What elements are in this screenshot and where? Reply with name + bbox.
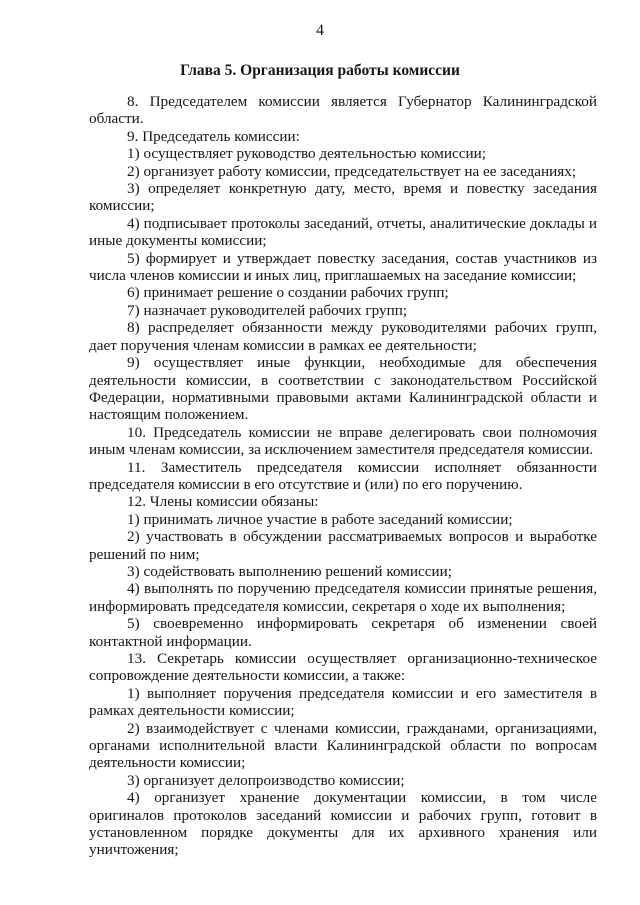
paragraph: 8) распределяет обязанности между руководителями рабочих групп, дает поручения членам комиссии в рамках ее деятельности; [89, 319, 597, 354]
paragraph: 11. Заместитель председателя комиссии исполняет обязанности председателя комиссии в его отсутствие и (или) по его поручению. [89, 458, 597, 493]
document-body [89, 93, 597, 859]
paragraph: 1) осуществляет руководство деятельностью комиссии; [127, 145, 486, 163]
paragraph: 9) осуществляет иные функции, необходимые для обеспечения деятельности комиссии, в соответствии с законодательством Российской Федерации, нормативными правовыми актами Калининградской области и настоящим положением. [89, 354, 597, 424]
paragraph: 8. Председателем комиссии является Губернатор Калининградской области. [89, 93, 597, 128]
paragraph: 12. Члены комиссии обязаны: [127, 493, 319, 511]
paragraph: 6) принимает решение о создании рабочих групп; [127, 284, 449, 302]
paragraph: 5) своевременно информировать секретаря об изменении своей контактной информации. [89, 615, 597, 650]
paragraph: 2) участвовать в обсуждении рассматриваемых вопросов и выработке решений по ним; [89, 528, 597, 563]
paragraph: 4) организует хранение документации комиссии, в том числе оригиналов протоколов заседаний комиссии и рабочих групп, готовит в установленном порядке документы для их архивного хранения или уничтожения; [89, 789, 597, 859]
paragraph: 2) взаимодействует с членами комиссии, гражданами, организациями, органами исполнительной власти Калининградской области по вопросам деятельности комиссии; [89, 719, 597, 772]
page-number: 4 [316, 22, 324, 39]
paragraph: 3) содействовать выполнению решений комиссии; [127, 562, 452, 580]
paragraph: 4) выполнять по поручению председателя комиссии принятые решения, информировать председателя комиссии, секретаря о ходе их выполнения; [89, 580, 597, 615]
paragraph: 9. Председатель комиссии: [127, 127, 300, 145]
paragraph: 3) определяет конкретную дату, место, время и повестку заседания комиссии; [89, 180, 597, 215]
paragraph: 5) формирует и утверждает повестку заседания, состав участников из числа членов комиссии и иных лиц, приглашаемых на заседание комиссии; [89, 249, 597, 285]
paragraph: 2) организует работу комиссии, председательствует на ее заседаниях; [127, 162, 577, 180]
paragraph: 1) принимать личное участие в работе заседаний комиссии; [127, 510, 513, 528]
paragraph: 10. Председатель комиссии не вправе делегировать свои полномочия иным членам комиссии, за исключением заместителя председателя комиссии. [89, 423, 597, 459]
paragraph: 7) назначает руководителей рабочих групп; [127, 301, 408, 319]
paragraph: 3) организует делопроизводство комиссии; [127, 771, 405, 789]
paragraph: 1) выполняет поручения председателя комиссии и его заместителя в рамках деятельности комиссии; [89, 684, 597, 720]
paragraph: 4) подписывает протоколы заседаний, отчеты, аналитические доклады и иные документы комиссии; [89, 214, 597, 250]
chapter-heading: Глава 5. Организация работы комиссии [180, 62, 460, 79]
paragraph: 13. Секретарь комиссии осуществляет организационно-техническое сопровождение деятельности комиссии, а также: [89, 650, 597, 685]
